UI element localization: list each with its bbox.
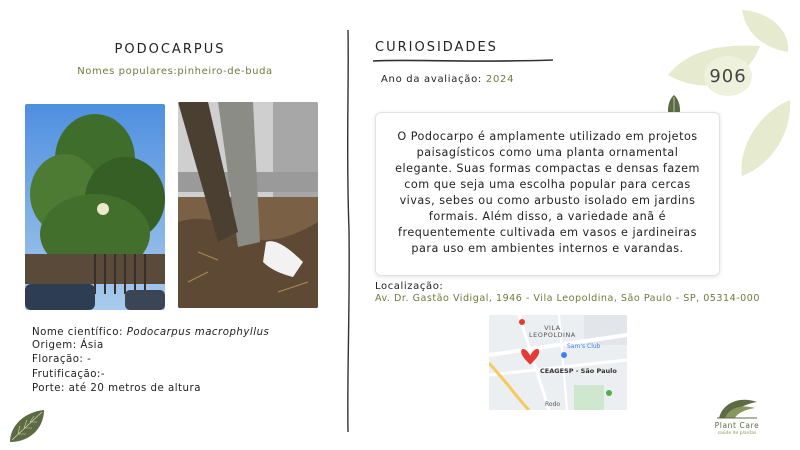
location-address: Av. Dr. Gastão Vidigal, 1946 - Vila Leopoldina, São Paulo - SP, 05314-000 <box>375 293 760 304</box>
map-label-road: Rodo <box>545 401 561 408</box>
field-origin: Origem: Ásia <box>32 339 104 351</box>
field-fruiting: Frutificação:- <box>32 368 106 380</box>
field-flowering: Floração: - <box>32 354 92 365</box>
field-scientific-name: Nome científico: Podocarpus macrophyllus <box>32 327 270 338</box>
title-underline <box>373 58 553 64</box>
logo-tagline: saúde de plantas <box>717 431 757 436</box>
trunk-photo <box>178 102 318 308</box>
description-card <box>375 112 720 276</box>
evaluation-number-badge <box>704 56 752 96</box>
map-label-place: CEAGESP - São Paulo <box>540 367 617 375</box>
column-divider <box>343 30 353 432</box>
badge-number: 906 <box>709 65 747 87</box>
evaluation-year: Ano da avaliação: 2024 <box>381 74 515 85</box>
tree-photo <box>25 104 165 310</box>
plant-title: PODOCARPUS <box>114 42 226 57</box>
popular-names: Nomes populares:pinheiro-de-buda <box>77 66 273 77</box>
location-map[interactable] <box>489 315 627 410</box>
logo-name: Plant Care <box>714 421 760 430</box>
description-text: O Podocarpo é amplamente utilizado em projetos paisagísticos como uma planta ornamental elegante. Suas formas compactas e densas fazem com que seja uma escolha popular para cercas vivas, sebes ou como arbusto isolado em jardins formais. Além disso, a variedade anã é frequentemente cultivada em vasos e jardineiras para uso em ambientes internos e varandas. <box>395 130 700 255</box>
plant-details <box>32 327 332 396</box>
location-label: Localização: <box>375 281 444 292</box>
map-label-district: VILA LEOPOLDINA <box>529 324 576 339</box>
field-size: Porte: até 20 metros de altura <box>32 383 201 394</box>
leaf-icon-bottom <box>6 406 48 446</box>
map-label-store: Sam's Club <box>567 343 601 350</box>
section-title: CURIOSIDADES <box>375 40 498 55</box>
plant-care-logo-icon <box>715 396 759 420</box>
